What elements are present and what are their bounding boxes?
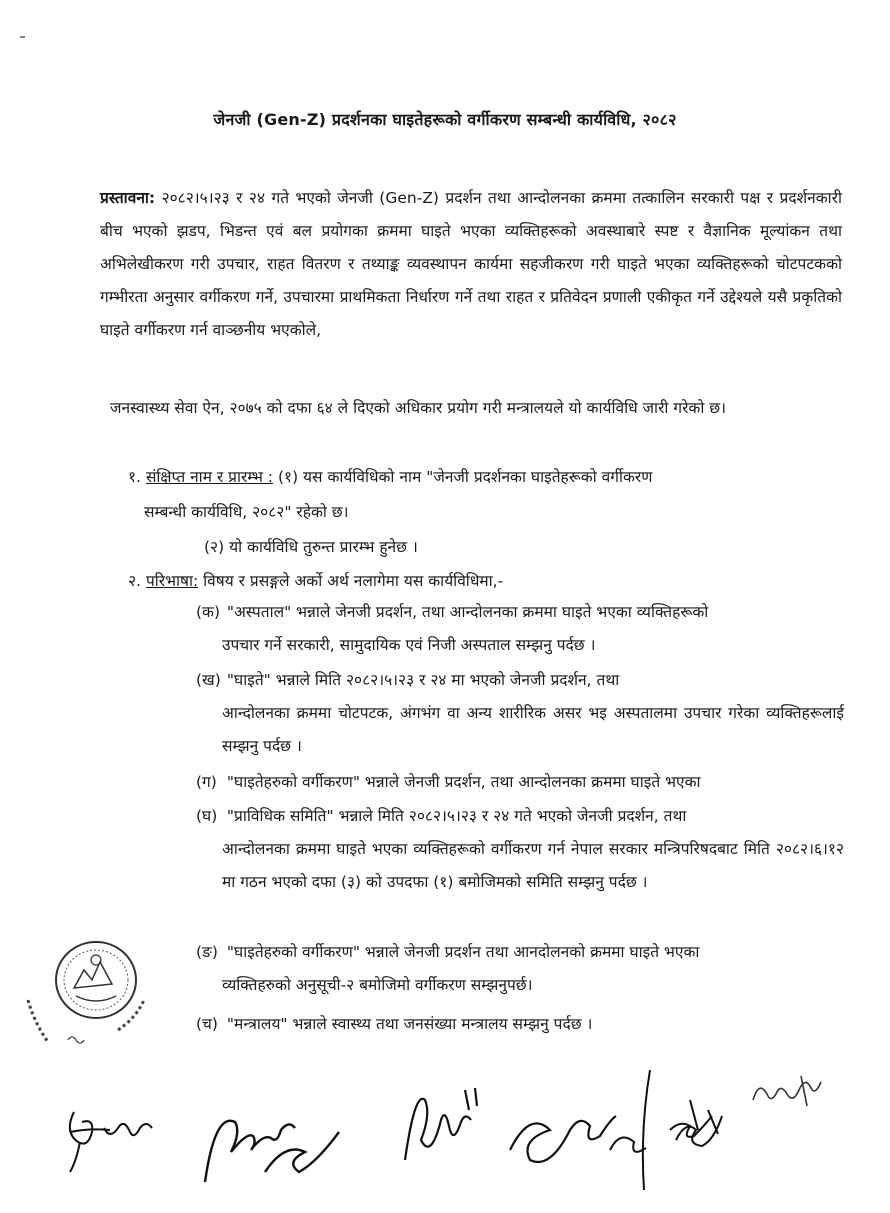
- preamble-label: प्रस्तावना:: [100, 189, 156, 207]
- section-2-number: २.: [128, 572, 141, 590]
- definition-ga: (ग) "घाइतेहरुको वर्गीकरण" भन्नाले जेनजी प्रदर्शन, तथा आन्दोलनका क्रममा घाइते भएका: [196, 766, 844, 799]
- section-1-number: १.: [128, 468, 141, 486]
- definition-mark: (घ): [196, 807, 218, 825]
- signature-5-icon: [668, 1100, 738, 1160]
- section-2-intro: विषय र प्रसङ्गले अर्को अर्थ नलागेमा यस कार्यविधिमा,-: [198, 572, 504, 590]
- scan-speck: [20, 36, 25, 38]
- definition-cha: (च) "मन्त्रालय" भन्नाले स्वास्थ्य तथा जनसंख्या मन्त्रालय सम्झनु पर्दछ ।: [196, 1008, 844, 1041]
- signature-3-icon: [395, 1080, 495, 1190]
- preamble: [100, 182, 842, 347]
- definition-mark: (ख): [196, 671, 221, 689]
- definition-mark: (क): [196, 603, 220, 621]
- definition-mark: (ग): [196, 773, 217, 791]
- definition-mark: (ङ): [196, 943, 218, 961]
- section-1-text-1: (१) यस कार्यविधिको नाम "जेनजी प्रदर्शनका घाइतेहरूको वर्गीकरण: [277, 468, 653, 486]
- section-1-line-1: [128, 462, 652, 492]
- definition-ka: (क) "अस्पताल" भन्नाले जेनजी प्रदर्शन, तथा आन्दोलनका क्रममा घाइते भएका व्यक्तिहरूको उपचार गर्ने सरकारी, सामुदायिक एवं निजी अस्पताल सम्झनु पर्दछ ।: [196, 596, 844, 662]
- section-1-line-3: (२) यो कार्यविधि तुरुन्त प्रारम्भ हुनेछ ।: [204, 538, 418, 556]
- definition-gha: (घ) "प्राविधिक समिति" भन्नाले मिति २०८२।५।२३ र २४ गते भएको जेनजी प्रदर्शन, तथा आन्दोलनका क्रममा घाइते भएका व्यक्तिहरूको वर्गीकरण गर्न नेपाल सरकार मन्त्रिपरिषदबाट मिति २०८२।६।१२ मा गठन भएको दफा (३) को उपदफा (१) बमोजिमको समिति सम्झनु पर्दछ ।: [196, 800, 844, 899]
- definition-mark: (च): [196, 1015, 218, 1033]
- section-2-line-1: [128, 566, 503, 596]
- signature-6-icon: [745, 1060, 835, 1120]
- section-1-line-2: सम्बन्धी कार्यविधि, २०८२" रहेको छ।: [144, 503, 349, 521]
- signature-1-icon: [60, 1092, 180, 1182]
- authority-clause: जनस्वास्थ्य सेवा ऐन, २०७५ को दफा ६४ ले दिएको अधिकार प्रयोग गरी मन्त्रालयले यो कार्यविधि जारी गरेको छ।: [110, 399, 726, 417]
- ministry-seal-icon: [18, 930, 158, 1060]
- preamble-text: २०८२।५।२३ र २४ गते भएको जेनजी (Gen-Z) प्रदर्शन तथा आन्दोलनका क्रममा तत्कालिन सरकारी पक्ष र प्रदर्शनकारी बीच भएको झडप, भिडन्त एवं बल प्रयोगका क्रममा घाइते भएका व्यक्तिहरूको अवस्थाबारे स्पष्ट र वैज्ञानिक मूल्यांकन तथा अभिलेखीकरण गरी उपचार, राहत वितरण र तथ्याङ्क व्यवस्थापन कार्यमा सहजीकरण गरी घाइते भएका व्यक्तिहरूको चोटपटकको गम्भीरता अनुसार वर्गीकरण गर्ने, उपचारमा प्राथमिकता निर्धारण गर्ने तथा राहत र प्रतिवेदन प्रणाली एकीकृत गर्ने उद्देश्यले यसै प्रकृतिको घाइते वर्गीकरण गर्न वाञ्छनीय भएकोले,: [100, 189, 842, 339]
- document-title: जेनजी (Gen-Z) प्रदर्शनका घाइतेहरूको वर्गीकरण सम्बन्धी कार्यविधि, २०८२: [213, 110, 677, 129]
- definition-nga: (ङ) "घाइतेहरुको वर्गीकरण" भन्नाले जेनजी प्रदर्शन तथा आनदोलनको क्रममा घाइते भएका व्यक्तिहरुको अनुसूची-२ बमोजिमो वर्गीकरण सम्झनुपर्छ।: [196, 936, 844, 1002]
- definition-kha: (ख) "घाइते" भन्नाले मिति २०८२।५।२३ र २४ मा भएको जेनजी प्रदर्शन, तथा आन्दोलनका क्रममा चोटपटक, अंगभंग वा अन्य शारीरिक असर भइ अस्पतालमा उपचार गरेका व्यक्तिहरूलाई सम्झनु पर्दछ ।: [196, 664, 844, 763]
- section-2-heading: परिभाषा:: [145, 572, 199, 590]
- section-1-heading: संक्षिप्त नाम र प्रारम्भ :: [145, 468, 274, 486]
- signature-2-icon: [195, 1092, 355, 1192]
